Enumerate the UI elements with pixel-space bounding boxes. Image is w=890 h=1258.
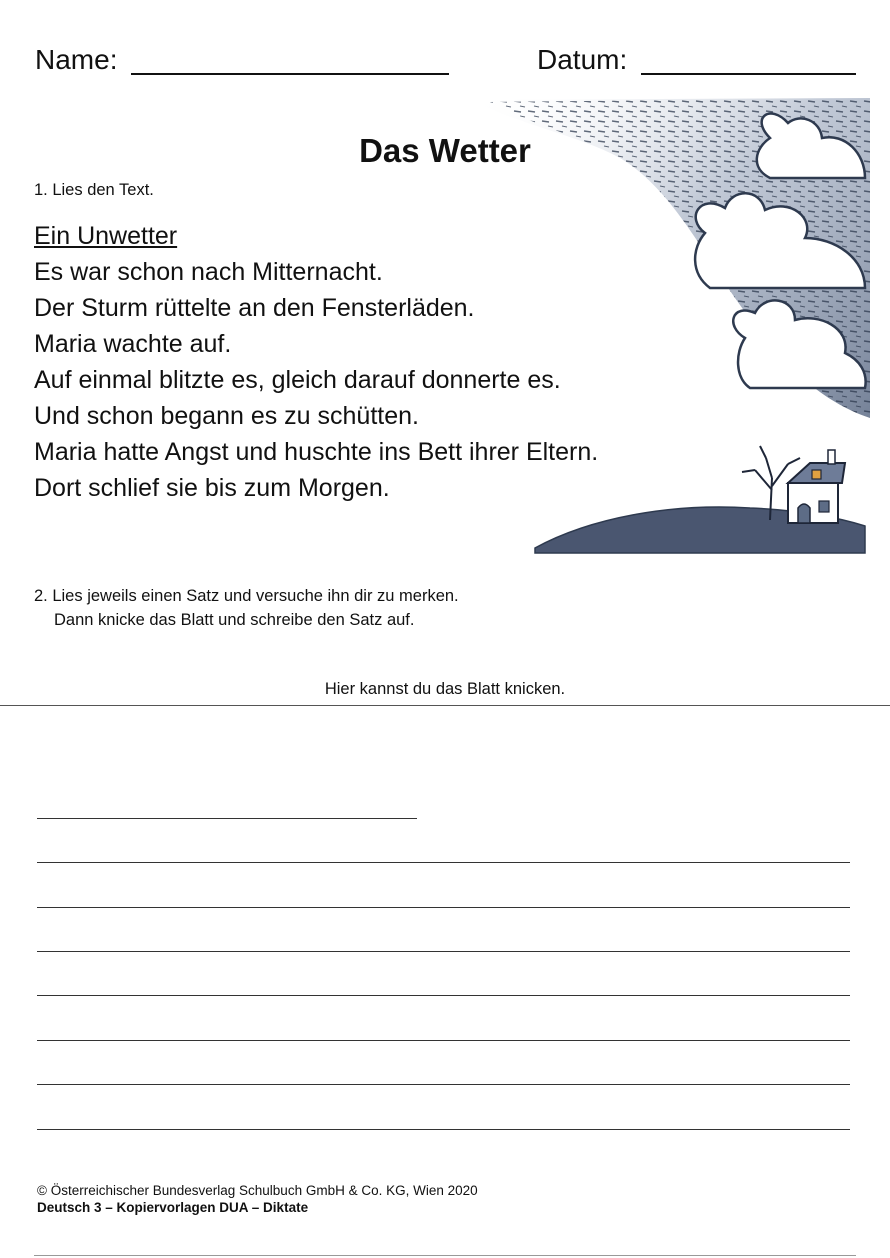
story-line: Der Sturm rüttelte an den Fensterläden. [34, 294, 475, 322]
writing-line[interactable] [37, 1129, 850, 1130]
name-label: Name: [35, 44, 118, 75]
writing-line-short[interactable] [37, 818, 417, 819]
bottom-rule [34, 1255, 856, 1256]
page-title: Das Wetter [359, 132, 531, 169]
writing-line[interactable] [37, 1084, 850, 1085]
date-field[interactable] [641, 73, 856, 75]
house-icon [788, 450, 845, 523]
story-line: Dort schlief sie bis zum Morgen. [34, 474, 390, 502]
writing-line[interactable] [37, 1040, 850, 1041]
footer-copyright: © Österreichischer Bundesverlag Schulbuch GmbH & Co. KG, Wien 2020 [37, 1183, 478, 1198]
story-line: Maria wachte auf. [34, 330, 232, 358]
story-text [34, 218, 598, 506]
fold-line [0, 705, 890, 706]
story-heading: Ein Unwetter [34, 222, 178, 250]
story-line: Und schon begann es zu schütten. [34, 402, 419, 430]
story-line: Auf einmal blitzte es, gleich darauf donnerte es. [34, 366, 561, 394]
story-line: Maria hatte Angst und huschte ins Bett ihrer Eltern. [34, 438, 599, 466]
writing-line[interactable] [37, 951, 850, 952]
writing-line[interactable] [37, 995, 850, 996]
task-2-line-2: Dann knicke das Blatt und schreibe den Satz auf. [54, 611, 415, 629]
writing-line[interactable] [37, 907, 850, 908]
fold-label: Hier kannst du das Blatt knicken. [324, 680, 566, 698]
story-line: Es war schon nach Mitternacht. [34, 258, 383, 286]
task-2-instruction [34, 584, 459, 632]
task-2-line-1: 2. Lies jeweils einen Satz und versuche ihn dir zu merken. [34, 587, 459, 605]
writing-line[interactable] [37, 862, 850, 863]
footer [37, 1182, 478, 1216]
name-field[interactable] [131, 73, 449, 75]
date-label: Datum: [537, 44, 628, 75]
footer-series: Deutsch 3 – Kopiervorlagen DUA – Diktate [37, 1200, 309, 1215]
task-1-instruction: 1. Lies den Text. [34, 181, 154, 199]
